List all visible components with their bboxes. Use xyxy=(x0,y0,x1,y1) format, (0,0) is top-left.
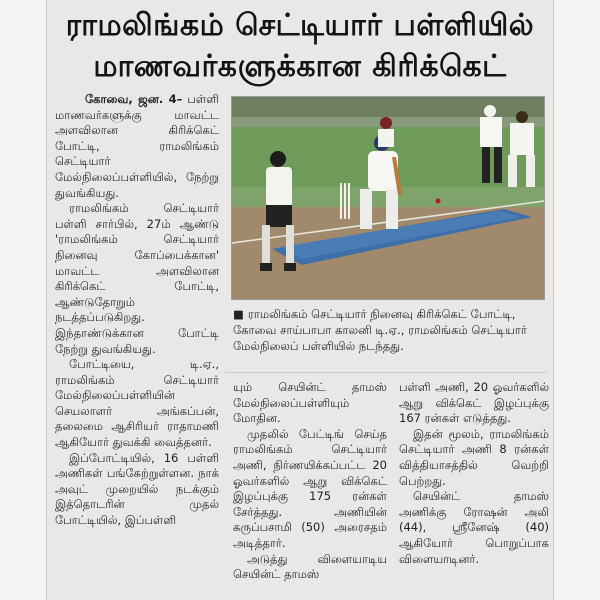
photo-caption xyxy=(233,306,545,354)
paragraph: ராமலிங்கம் செட்டியார் பள்ளி சார்பில், 27ம் ஆண்டு 'ராமலிங்கம் செட்டியார் நினைவு கோப்பைக்கான' மாவட்ட அளவிலான கிரிக்கெட் போட்டி, ஆண்டுதோறும் நடத்தப்படுகிறது. இந்தாண்டுக்கான போட்டி நேற்று துவங்கியது. xyxy=(55,201,219,356)
article-column-1 xyxy=(55,92,219,529)
headline xyxy=(47,6,553,88)
paragraph: யும் செயின்ட் தாமஸ் மேல்நிலைப்பள்ளியும் மோதின. xyxy=(233,380,387,426)
paragraph: இப்போட்டியில், 16 பள்ளி அணிகள் பங்கேற்றுள்ளன. நாக் அவுட் முறையில் நடக்கும் இத்தொடரின் முதல் போட்டியில், இப்பள்ளி xyxy=(55,450,219,528)
cricket-match-photo xyxy=(231,96,545,300)
headline-line-2: மாணவர்களுக்கான கிரிக்கெட் xyxy=(93,49,507,84)
paragraph: இதன் மூலம், ராமலிங்கம் செட்டியார் அணி 8 ரன்கள் வித்தியாசத்தில் வெற்றி பெற்றது. xyxy=(399,426,549,488)
paragraph: அடுத்து விளையாடிய செயின்ட் தாமஸ் xyxy=(233,551,387,582)
paragraph: செயின்ட் தாமஸ் அணிக்கு ரோஷன் அலி (44), ஸ்ரீனேஷ் (40) ஆகியோர் பொறுப்பாக விளையாடினர். xyxy=(399,489,549,566)
paragraph: முதலில் பேட்டிங் செய்த ராமலிங்கம் செட்டியார் அணி, நிர்ணயிக்கப்பட்ட 20 ஓவர்களில் ஆறு விக்கெட் இழப்புக்கு 175 ரன்கள் சேர்த்தது. அணியின் கருப்பசாமி (50) அரைசதம் அடித்தார். xyxy=(233,426,387,550)
article-column-2 xyxy=(233,380,387,583)
caption-bullet-icon: ■ xyxy=(233,307,244,321)
caption-text: ராமலிங்கம் செட்டியார் நினைவு கிரிக்கெட் போட்டி, கோவை சாய்பாபா காலனி டி.ஏ., ராமலிங்கம் செட்டியார் மேல்நிலைப் பள்ளியில் நடந்தது. xyxy=(233,307,527,353)
paragraph: பள்ளி அணி, 20 ஓவர்களில் ஆறு விக்கெட் இழப்புக்கு 167 ரன்கள் எடுத்தது. xyxy=(399,380,549,426)
column-divider xyxy=(225,372,547,373)
paragraph: போட்டியை, டி.ஏ., ராமலிங்கம் செட்டியார் மேல்நிலைப்பள்ளியின் செயலாளர் அங்கப்பன், தலைமை ஆசிரியர் ராதாமணி ஆகியோர் துவக்கி வைத்தனர். xyxy=(55,357,219,450)
newspaper-clipping xyxy=(46,0,554,600)
dateline: கோவை, ஜன. 4– xyxy=(85,92,183,106)
cricket-photo-illustration xyxy=(232,97,544,299)
lead-paragraph xyxy=(55,92,219,201)
paragraph-text: பள்ளி மாணவர்களுக்கு மாவட்ட அளவிலான கிரிக்கெட் போட்டி, ராமலிங்கம் செட்டியார் மேல்நிலைப்பள்ளியில், நேற்று துவங்கியது. xyxy=(55,92,219,200)
article-column-3 xyxy=(399,380,549,567)
headline-line-1: ராமலிங்கம் செட்டியார் பள்ளியில் xyxy=(65,8,535,43)
